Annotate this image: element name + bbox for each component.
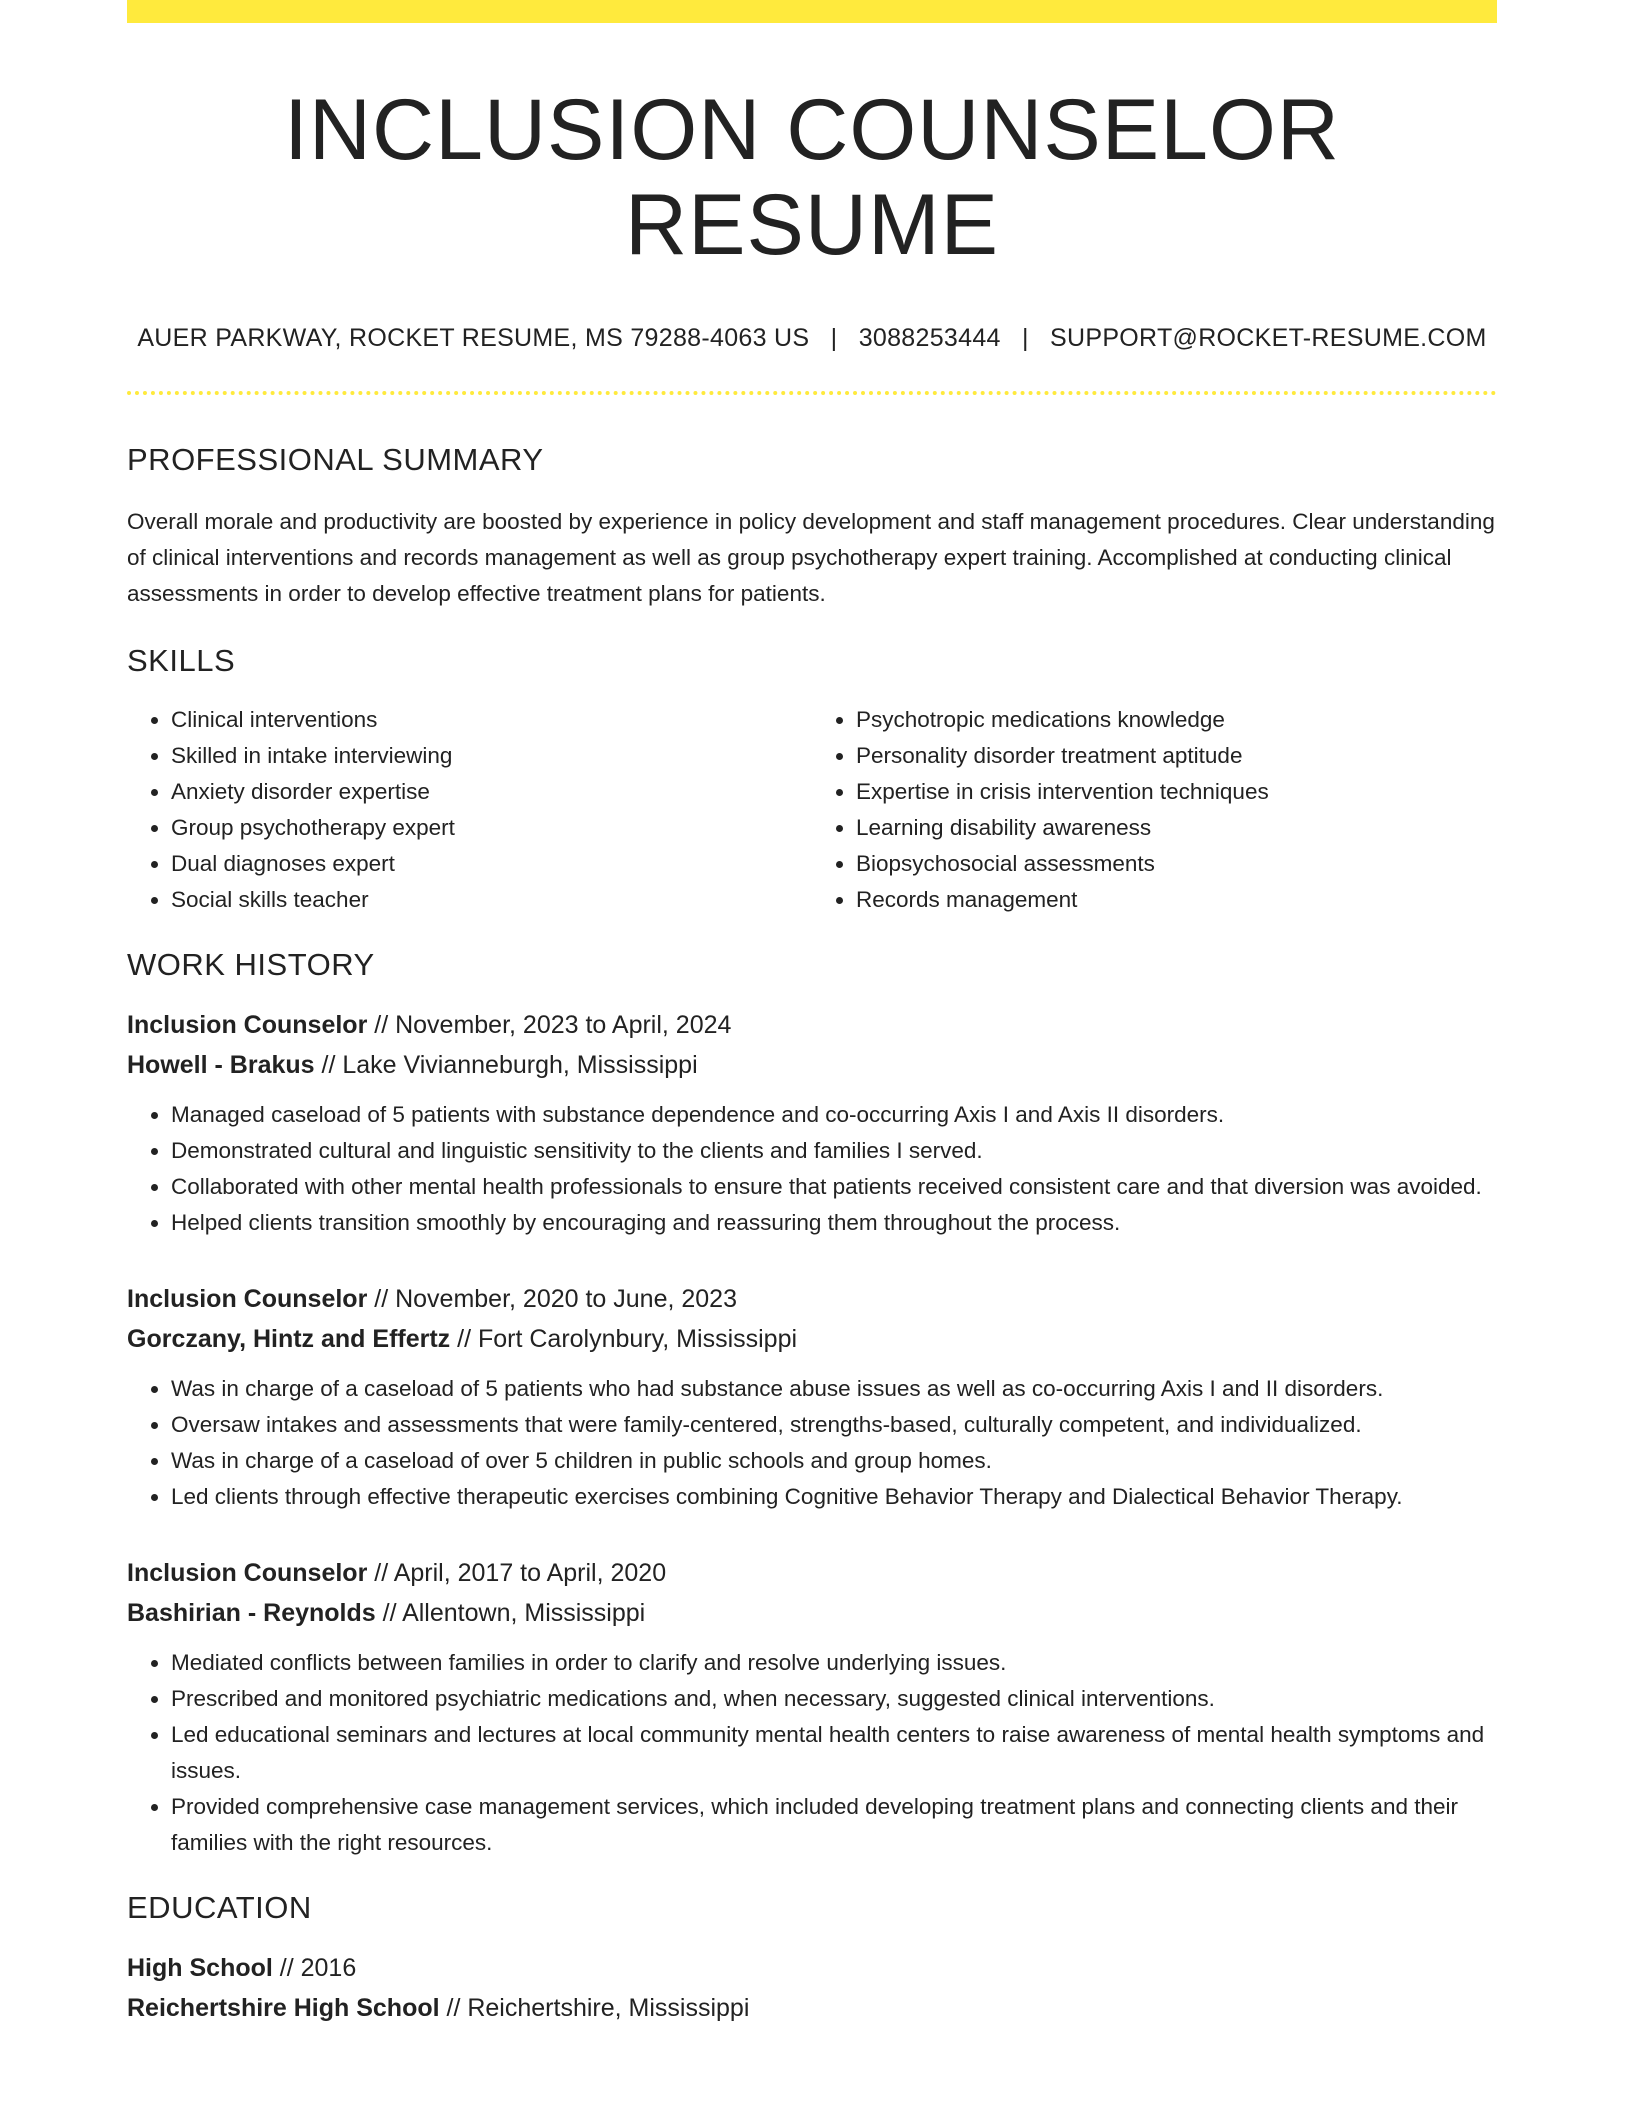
- job-dates: // November, 2023 to April, 2024: [374, 1010, 732, 1039]
- education-year: // 2016: [279, 1953, 357, 1982]
- job-entry: [127, 1279, 1497, 1515]
- work-history-heading: WORK HISTORY: [127, 946, 375, 982]
- skills-column-right: [812, 702, 1497, 918]
- job-bullet: • Was in charge of a caseload of over 5 children in public schools and group homes.: [171, 1443, 1497, 1479]
- education-school-line: [127, 1988, 1497, 2028]
- job-bullets: [127, 1645, 1497, 1861]
- education-location: // Reichertshire, Mississippi: [446, 1993, 750, 2022]
- job-entry: [127, 1005, 1497, 1241]
- skill-item: • Skilled in intake interviewing: [171, 738, 812, 774]
- job-bullet: • Oversaw intakes and assessments that were family-centered, strengths-based, culturally competent, and individualized.: [171, 1407, 1497, 1443]
- summary-heading: PROFESSIONAL SUMMARY: [127, 442, 544, 478]
- contact-line: [127, 324, 1497, 353]
- contact-address: AUER PARKWAY, ROCKET RESUME, MS 79288-4063 US: [137, 324, 810, 353]
- education-entry: [127, 1948, 1497, 2028]
- job-location: // Fort Carolynbury, Mississippi: [457, 1324, 798, 1353]
- page-title: INCLUSION COUNSELOR RESUME: [284, 82, 1340, 273]
- job-bullet: • Led clients through effective therapeutic exercises combining Cognitive Behavior Therapy and Dialectical Behavior Therapy.: [171, 1479, 1497, 1515]
- skill-item: • Dual diagnoses expert: [171, 846, 812, 882]
- job-bullet: • Helped clients transition smoothly by encouraging and reassuring them throughout the process.: [171, 1205, 1497, 1241]
- contact-phone: 3088253444: [858, 324, 1001, 353]
- skill-item: • Social skills teacher: [171, 882, 812, 918]
- skill-item: • Anxiety disorder expertise: [171, 774, 812, 810]
- education-school: Reichertshire High School: [127, 1993, 440, 2022]
- skill-item: • Clinical interventions: [171, 702, 812, 738]
- job-role: Inclusion Counselor: [127, 1284, 368, 1313]
- job-dates: // November, 2020 to June, 2023: [374, 1284, 737, 1313]
- job-bullet: • Mediated conflicts between families in order to clarify and resolve underlying issues.: [171, 1645, 1497, 1681]
- job-company-line: [127, 1045, 1497, 1085]
- job-role-line: [127, 1553, 1497, 1593]
- job-bullet: • Demonstrated cultural and linguistic sensitivity to the clients and families I served.: [171, 1133, 1497, 1169]
- job-bullet: • Provided comprehensive case management services, which included developing treatment plans and connecting clients and their families with the right resources.: [171, 1789, 1497, 1861]
- job-company: Gorczany, Hintz and Effertz: [127, 1324, 451, 1353]
- summary-text: Overall morale and productivity are boosted by experience in policy development and staff management procedures. Clear understanding of clinical interventions and records management as well as group psychotherapy expert training. Accomplished at conducting clinical assessments in order to develop effective treatment plans for patients.: [127, 509, 1495, 607]
- job-bullets: [127, 1097, 1497, 1241]
- job-bullets: [127, 1371, 1497, 1515]
- dotted-divider: [127, 391, 1497, 395]
- job-bullet: • Was in charge of a caseload of 5 patients who had substance abuse issues as well as co-occurring Axis I and II disorders.: [171, 1371, 1497, 1407]
- skill-item: • Biopsychosocial assessments: [856, 846, 1497, 882]
- skills-column-left: [127, 702, 812, 918]
- job-role: Inclusion Counselor: [127, 1010, 368, 1039]
- job-company-line: [127, 1593, 1497, 1633]
- job-bullet: • Led educational seminars and lectures at local community mental health centers to raise awareness of mental health symptoms and issues.: [171, 1717, 1497, 1789]
- job-company-line: [127, 1319, 1497, 1359]
- contact-email: SUPPORT@ROCKET-RESUME.COM: [1050, 324, 1487, 353]
- education-heading: EDUCATION: [127, 1889, 312, 1925]
- job-bullet: • Prescribed and monitored psychiatric medications and, when necessary, suggested clinical interventions.: [171, 1681, 1497, 1717]
- skill-item: • Records management: [856, 882, 1497, 918]
- job-dates: // April, 2017 to April, 2020: [374, 1558, 667, 1587]
- skill-item: • Psychotropic medications knowledge: [856, 702, 1497, 738]
- job-role-line: [127, 1005, 1497, 1045]
- job-role-line: [127, 1279, 1497, 1319]
- education-degree: High School: [127, 1953, 273, 1982]
- job-location: // Lake Vivianneburgh, Mississippi: [321, 1050, 698, 1079]
- education-degree-line: [127, 1948, 1497, 1988]
- job-entry: [127, 1553, 1497, 1861]
- skills-list: [127, 702, 1497, 918]
- job-company: Howell - Brakus: [127, 1050, 315, 1079]
- job-bullet: • Managed caseload of 5 patients with substance dependence and co-occurring Axis I and Axis II disorders.: [171, 1097, 1497, 1133]
- skills-heading: SKILLS: [127, 643, 236, 679]
- skill-item: • Expertise in crisis intervention techniques: [856, 774, 1497, 810]
- contact-separator: |: [830, 324, 838, 353]
- resume-page: [127, 0, 1497, 2028]
- skill-item: • Learning disability awareness: [856, 810, 1497, 846]
- job-location: // Allentown, Mississippi: [382, 1598, 646, 1627]
- contact-separator: |: [1021, 324, 1029, 353]
- skill-item: • Personality disorder treatment aptitude: [856, 738, 1497, 774]
- job-role: Inclusion Counselor: [127, 1558, 368, 1587]
- job-company: Bashirian - Reynolds: [127, 1598, 376, 1627]
- accent-bar: [127, 0, 1497, 23]
- job-bullet: • Collaborated with other mental health professionals to ensure that patients received consistent care and that diversion was avoided.: [171, 1169, 1497, 1205]
- skill-item: • Group psychotherapy expert: [171, 810, 812, 846]
